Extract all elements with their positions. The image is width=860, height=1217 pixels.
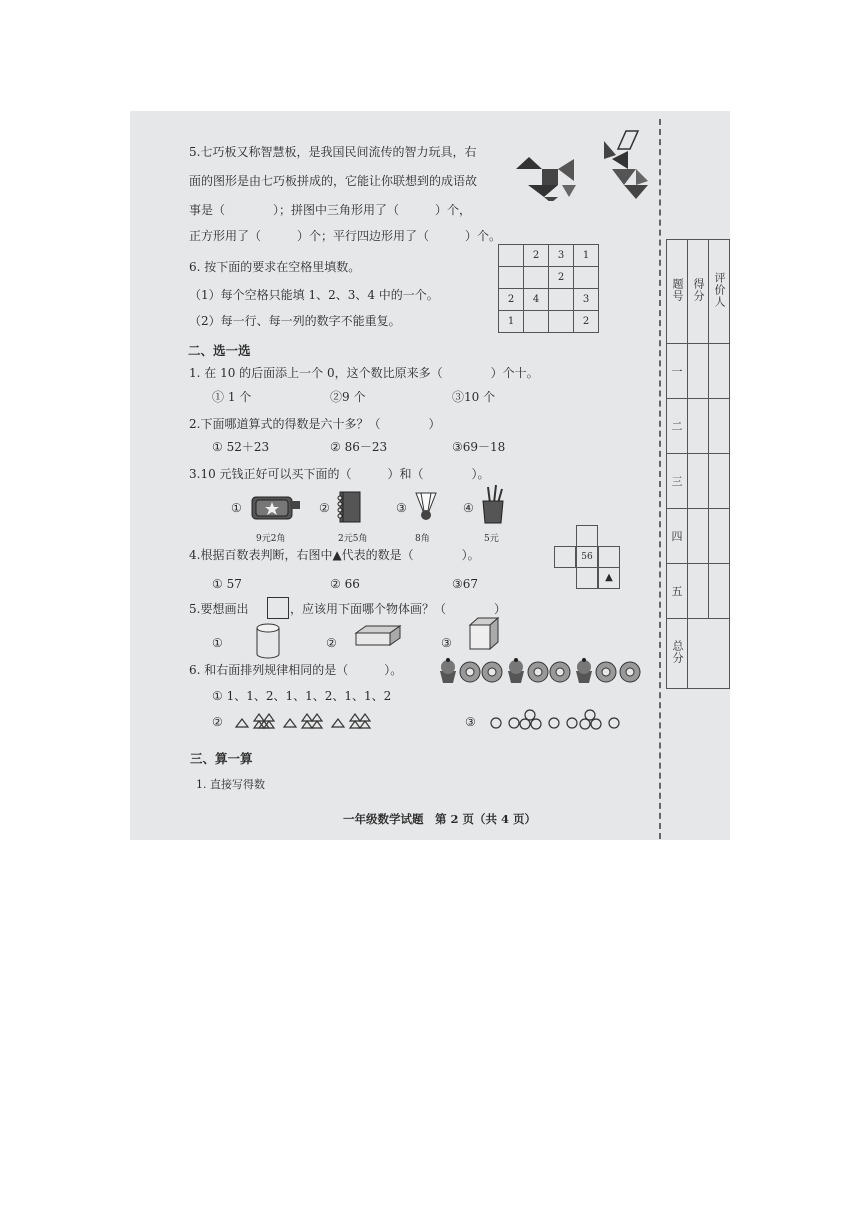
cuboid-icon	[354, 623, 402, 649]
binding-line	[659, 119, 661, 839]
score-cell[interactable]	[688, 454, 709, 509]
grid-cell: 2	[499, 289, 524, 311]
s2-q3-mark-4[interactable]: ④	[463, 501, 474, 515]
s2-q3-price-1: 9元2角	[256, 534, 286, 544]
s2-q6-mark-3[interactable]: ③	[465, 715, 476, 729]
s2-q5-mark-2[interactable]: ②	[326, 636, 337, 650]
score-row-label: 五	[667, 564, 688, 619]
grid-cell: 2	[574, 311, 599, 333]
q5-line3: 事是（ ）；拼图中三角形用了（ ）个，	[189, 203, 472, 217]
cylinder-icon	[254, 621, 282, 661]
grid-cell[interactable]	[499, 267, 524, 289]
grid-cell: 4	[524, 289, 549, 311]
score-cell[interactable]	[688, 399, 709, 454]
circle-pattern-icon	[488, 705, 638, 733]
tangram-bird-icon	[514, 151, 584, 201]
s2-q3-price-4: 5元	[484, 534, 499, 544]
score-cell[interactable]	[688, 509, 709, 564]
reviewer-cell[interactable]	[709, 509, 730, 564]
s2-q2-option-3[interactable]: ③69－18	[452, 440, 506, 454]
score-header-number: 题号	[667, 240, 688, 344]
score-cell[interactable]	[688, 344, 709, 399]
grid-cell[interactable]	[549, 311, 574, 333]
s2-q6-option-1[interactable]: ① 1、1、2、1、1、2、1、1、2	[212, 689, 392, 703]
s2-q6-text: 6. 和右面排列规律相同的是（ ）。	[189, 663, 403, 677]
grid-cell[interactable]	[574, 267, 599, 289]
s3-q1-text: 1. 直接写得数	[196, 778, 265, 791]
q6-title: 6. 按下面的要求在空格里填数。	[189, 260, 361, 274]
q5-line4: 正方形用了（ ）个；平行四边形用了（ ）个。	[189, 229, 502, 243]
tangram-rabbit-icon	[598, 129, 654, 201]
grid-cell: 1	[499, 311, 524, 333]
total-score-cell[interactable]	[688, 619, 730, 689]
grid-cell: 3	[549, 245, 574, 267]
score-cell[interactable]	[688, 564, 709, 619]
score-row-label: 三	[667, 454, 688, 509]
triangle-cell: ▲	[598, 567, 620, 589]
s2-q5-mark-1[interactable]: ①	[212, 636, 223, 650]
s2-q3-mark-3[interactable]: ③	[396, 501, 407, 515]
s2-q4-text: 4.根据百数表判断，右图中▲代表的数是（ ）。	[189, 548, 480, 562]
page-footer: 一年级数学试题 第 2 页（共 4 页）	[343, 812, 537, 826]
score-row-label: 二	[667, 399, 688, 454]
q5-line1: 5.七巧板又称智慧板，是我国民间流传的智力玩具，右	[189, 145, 477, 159]
grid-cell: 2	[549, 267, 574, 289]
s2-q2-option-1[interactable]: ① 52＋23	[212, 440, 270, 454]
hundred-chart-fragment	[554, 525, 620, 593]
s2-q4-option-1[interactable]: ① 57	[212, 577, 242, 591]
score-table	[666, 239, 730, 689]
number-grid	[498, 244, 599, 333]
section3-title: 三、算一算	[190, 751, 253, 766]
pencil-case-icon	[246, 491, 304, 523]
grid-cell: 3	[574, 289, 599, 311]
reviewer-cell[interactable]	[709, 454, 730, 509]
s2-q6-mark-2[interactable]: ②	[212, 715, 223, 729]
s2-q5-mark-3[interactable]: ③	[441, 636, 452, 650]
s2-q2-text: 2.下面哪道算式的得数是六十多？（ ）	[189, 417, 441, 431]
cupcake-donut-pattern-icon	[436, 655, 648, 687]
square-shape-icon	[267, 597, 289, 619]
s2-q1-option-3[interactable]: ③10 个	[452, 390, 496, 404]
grid-cell[interactable]	[524, 267, 549, 289]
grid-cell[interactable]	[549, 289, 574, 311]
reviewer-cell[interactable]	[709, 344, 730, 399]
s2-q1-option-2[interactable]: ②9 个	[330, 390, 366, 404]
grid-cell: 2	[524, 245, 549, 267]
score-row-total: 总分	[667, 619, 688, 689]
notebook-icon	[334, 489, 364, 525]
s2-q4-option-2[interactable]: ② 66	[330, 577, 360, 591]
pen-holder-icon	[478, 483, 508, 525]
cell-56: 56	[576, 546, 598, 568]
score-header-reviewer: 评价人	[709, 240, 730, 344]
q6-rule2: （2）每一行、每一列的数字不能重复。	[189, 314, 401, 328]
score-row-label: 一	[667, 344, 688, 399]
s2-q4-option-3[interactable]: ③67	[452, 577, 479, 591]
shuttlecock-icon	[412, 491, 440, 523]
cube-icon	[468, 615, 502, 653]
s2-q2-option-2[interactable]: ② 86－23	[330, 440, 388, 454]
q5-line2: 面的图形是由七巧板拼成的，它能让你联想到的成语故	[189, 174, 478, 188]
s2-q3-text: 3.10 元钱正好可以买下面的（ ）和（ ）。	[189, 467, 490, 481]
s2-q1-text: 1. 在 10 的后面添上一个 0，这个数比原来多（ ）个十。	[189, 366, 539, 380]
q6-rule1: （1）每个空格只能填 1、2、3、4 中的一个。	[189, 288, 439, 302]
section2-title: 二、选一选	[188, 343, 251, 358]
s2-q3-mark-2[interactable]: ②	[319, 501, 330, 515]
grid-cell[interactable]	[499, 245, 524, 267]
s2-q3-price-2: 2元5角	[338, 534, 368, 544]
reviewer-cell[interactable]	[709, 399, 730, 454]
exam-page	[130, 111, 730, 840]
s2-q5-text-after: ，应该用下面哪个物体画？（ ）	[290, 602, 507, 616]
s2-q3-price-3: 8角	[415, 534, 430, 544]
reviewer-cell[interactable]	[709, 564, 730, 619]
s2-q1-option-1[interactable]: ① 1 个	[212, 390, 252, 404]
grid-cell: 1	[574, 245, 599, 267]
s2-q3-mark-1[interactable]: ①	[231, 501, 242, 515]
grid-cell[interactable]	[524, 311, 549, 333]
triangle-pattern-icon	[230, 709, 426, 731]
s2-q5-text-before: 5.要想画出	[189, 602, 249, 616]
score-row-label: 四	[667, 509, 688, 564]
score-header-score: 得分	[688, 240, 709, 344]
